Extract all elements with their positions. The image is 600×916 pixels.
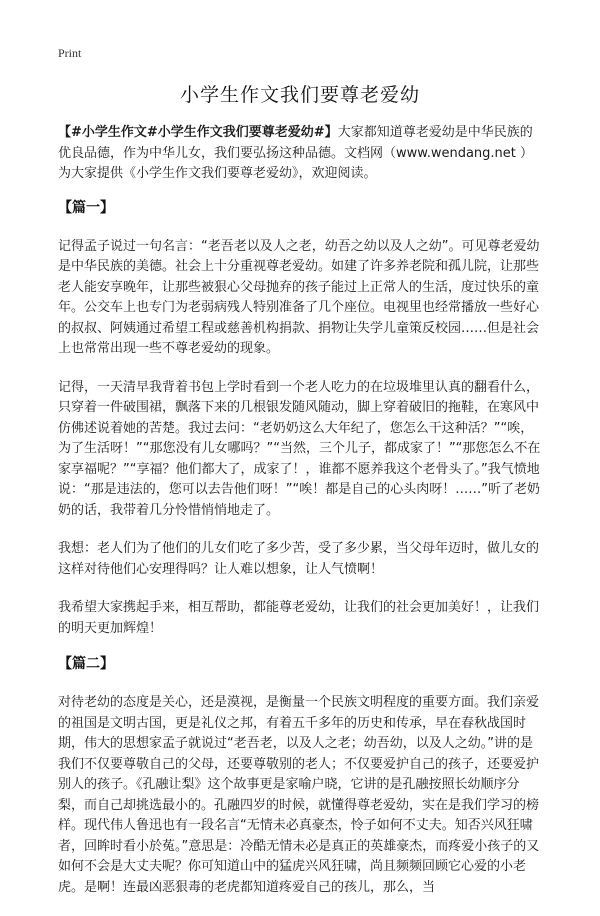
section-heading-1: 【篇一】 [58, 199, 114, 216]
section-1-paragraph-4: 我希望大家携起手来，相互帮助，都能尊老爱幼，让我们的社会更加美好！，让我们的明天更加辉煌！ [58, 600, 540, 636]
section-1-paragraph-3: 我想：老人们为了他们的儿女们吃了多少苦，受了多少累，当父母年迈时，做儿女的这样对待他们心安理得吗？让人难以想象，让人气愤啊！ [58, 541, 540, 577]
section-1-paragraph-2: 记得，一天清早我背着书包上学时看到一个老人吃力的在垃圾堆里认真的翻看什么，只穿着一件破围裙，飘落下来的几根银发随风随动，脚上穿着破旧的拖鞋，在寒风中仿佛述说着她的苦楚。我过去问：“老奶奶这么大年纪了，您怎么干这种活？”“唉，为了生活呀！”“那您没有儿女哪吗？”“当然，三个儿子，都成家了！”“那您怎么不在家享福呢？”“享福？他们都大了，成家了！，谁都不愿养我这个老骨头了。”我气愤地说：“那是违法的，您可以去告他们呀！”“唉！都是自己的心头肉呀！……”听了老奶奶的话，我带着几分怜惜悄悄地走了。 [58, 379, 541, 518]
intro-tags: 【#小学生作文#小学生作文我们要尊老爱幼#】 [58, 125, 338, 140]
section-heading-2: 【篇二】 [58, 656, 114, 672]
document-body [58, 123, 545, 916]
intro-text: 大家都知道尊老爱幼是中华民族的优良品德，作为中华儿女，我们要弘扬这种品德。文档网（www.wendang.net ）为大家提供《小学生作文我们要尊老爱幼》，欢迎阅读。 [58, 125, 534, 181]
section-1-paragraph-1: 记得孟子说过一句名言：“老吾老以及人之老，幼吾之幼以及人之幼”。可见尊老爱幼是中华民族的美德。社会上十分重视尊老爱幼。如建了许多养老院和孤儿院，让那些老人能安享晚年，让那些被狠心父母抛弃的孩子能过上正常人的生活，度过快乐的童年。公交车上也专门为老弱病残人特别准备了几个座位。电视里也经常播放一些好心的叔叔、阿姨通过希望工程或慈善机构捐款、捐物让失学儿童策反校园……但是社会上也常常出现一些不尊老爱幼的现象。 [58, 238, 540, 356]
print-label: Print [58, 46, 82, 60]
section-2-paragraph-1: 对待老幼的态度是关心，还是漠视，是衡量一个民族文明程度的重要方面。我们亲爱的祖国是文明古国，更是礼仪之邦，有着五千多年的历史和传承，早在春秋战国时期，伟大的思想家孟子就说过“老吾老，以及人之老；幼吾幼，以及人之幼。”讲的是我们不仅要尊敬自己的父母，还要尊敬别的老人；不仅要爱护自己的孩子，还要爱护别人的孩子。《孔融让梨》这个故事更是家喻户晓，它讲的是孔融按照长幼顺序分梨，而自己却挑选最小的。孔融四岁的时候，就懂得尊老爱幼，实在是我们学习的榜样。现代伟人鲁迅也有一段名言“无情未必真豪杰，怜子如何不丈夫。知否兴风狂啸者，回眸时看小於菟。”意思是：冷酷无情未必是真正的英雄豪杰，而疼爱小孩子的又如何不会是大丈夫呢？你可知道山中的猛虎兴风狂啸，尚且频频回顾它心爱的小老虎。是啊！连最凶恶狠毒的老虎都知道疼爱自己的孩儿，那么，当 [58, 695, 540, 895]
document-title: 小学生作文我们要尊老爱幼 [179, 84, 420, 106]
intro-paragraph [58, 123, 545, 185]
